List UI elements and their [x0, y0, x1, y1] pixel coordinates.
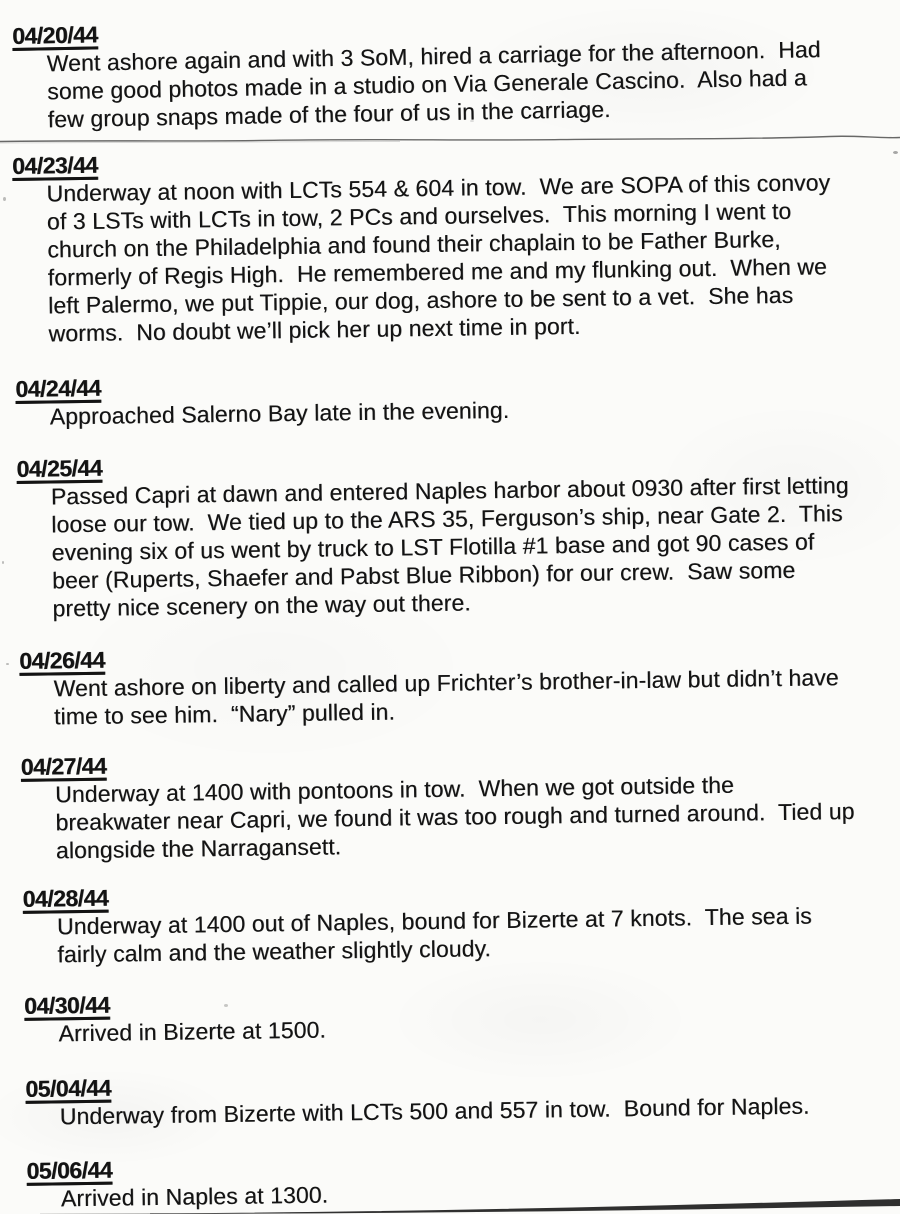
entry-date-heading: 04/28/44 — [22, 884, 109, 912]
paper-speck — [6, 663, 9, 665]
paper-speck — [470, 120, 474, 122]
paper-speck — [2, 561, 4, 564]
entry-text: Went ashore again and with 3 SoM, hired a carriage for the afternoon. Had some good photos made in a studio on Via Generale Cascino. Also had a few group snaps made of the four of us in the carriage. — [46, 36, 821, 133]
entry-date-heading: 04/27/44 — [20, 752, 107, 780]
diary-entry — [22, 872, 900, 969]
diary-entry — [19, 634, 900, 731]
page-bottom-edge-shadow — [0, 1194, 900, 1214]
entry-date-heading: 04/24/44 — [15, 374, 102, 402]
diary-entry — [12, 139, 895, 348]
entry-date-heading: 05/04/44 — [25, 1074, 112, 1102]
entry-text: Arrived in Naples at 1300. — [60, 1181, 329, 1212]
entry-date-heading: 04/23/44 — [11, 151, 98, 179]
entry-text: Underway at 1400 with pontoons in tow. When we got outside the breakwater near Capri, we found it was too rough and turned around. Tied up alongside the Narragansett. — [54, 771, 855, 864]
entry-text: Passed Capri at dawn and entered Naples harbor about 0930 after first letting loose our tow. We tied up to the ARS 35, Ferguson’s ship, near Gate 2. This evening six of us went by truck to LST Flotilla #1 base and got 90 cases of beer (Ruperts, Shaefer and Pabst Blue Ribbon) for our crew. Saw some pretty nice scenery on the way out there. — [50, 472, 849, 622]
paper-speck — [3, 197, 6, 201]
entry-text: Underway from Bizerte with LCTs 500 and 557 in tow. Bound for Naples. — [59, 1092, 810, 1130]
entry-text: Underway at noon with LCTs 554 & 604 in tow. We are SOPA of this convoy of 3 LSTs with LCTs in tow, 2 PCs and ourselves. This morning I went to church on the Philadelphia and found their chaplain to be Father Burke, formerly of Regis High. He remembered me and my flunking out. When we left Palermo, we put Tippie, our dog, ashore to be sent to a vet. She has worms. No doubt we’ll pick her up next time in port. — [46, 169, 831, 347]
main-page-body — [0, 137, 900, 1213]
entry-date-heading: 04/20/44 — [11, 21, 98, 49]
diary-entry — [12, 6, 894, 134]
entry-text: Arrived in Bizerte at 1500. — [58, 1016, 327, 1047]
paper-speck — [893, 151, 898, 154]
entry-date-heading: 04/26/44 — [19, 646, 105, 674]
entry-date-heading: 05/06/44 — [26, 1156, 113, 1184]
paper-speck — [224, 1004, 228, 1007]
diary-entry — [25, 1062, 900, 1131]
entry-text: Approached Salerno Bay late in the evening. — [49, 396, 510, 430]
diary-entry — [21, 740, 900, 865]
top-paper-scrap — [0, 0, 894, 134]
entry-date-heading: 04/30/44 — [23, 991, 110, 1019]
diary-entry — [24, 979, 900, 1048]
entry-text: Underway at 1400 out of Naples, bound for Bizerte at 7 knots. The sea is fairly calm and the weather slightly cloudy. — [56, 902, 812, 968]
diary-entry — [15, 362, 896, 431]
entry-text: Went ashore on liberty and called up Frichter’s brother-in-law but didn’t have time to see him. “Nary” pulled in. — [53, 664, 839, 730]
diary-entry — [16, 442, 898, 623]
entry-date-heading: 04/25/44 — [16, 454, 103, 482]
